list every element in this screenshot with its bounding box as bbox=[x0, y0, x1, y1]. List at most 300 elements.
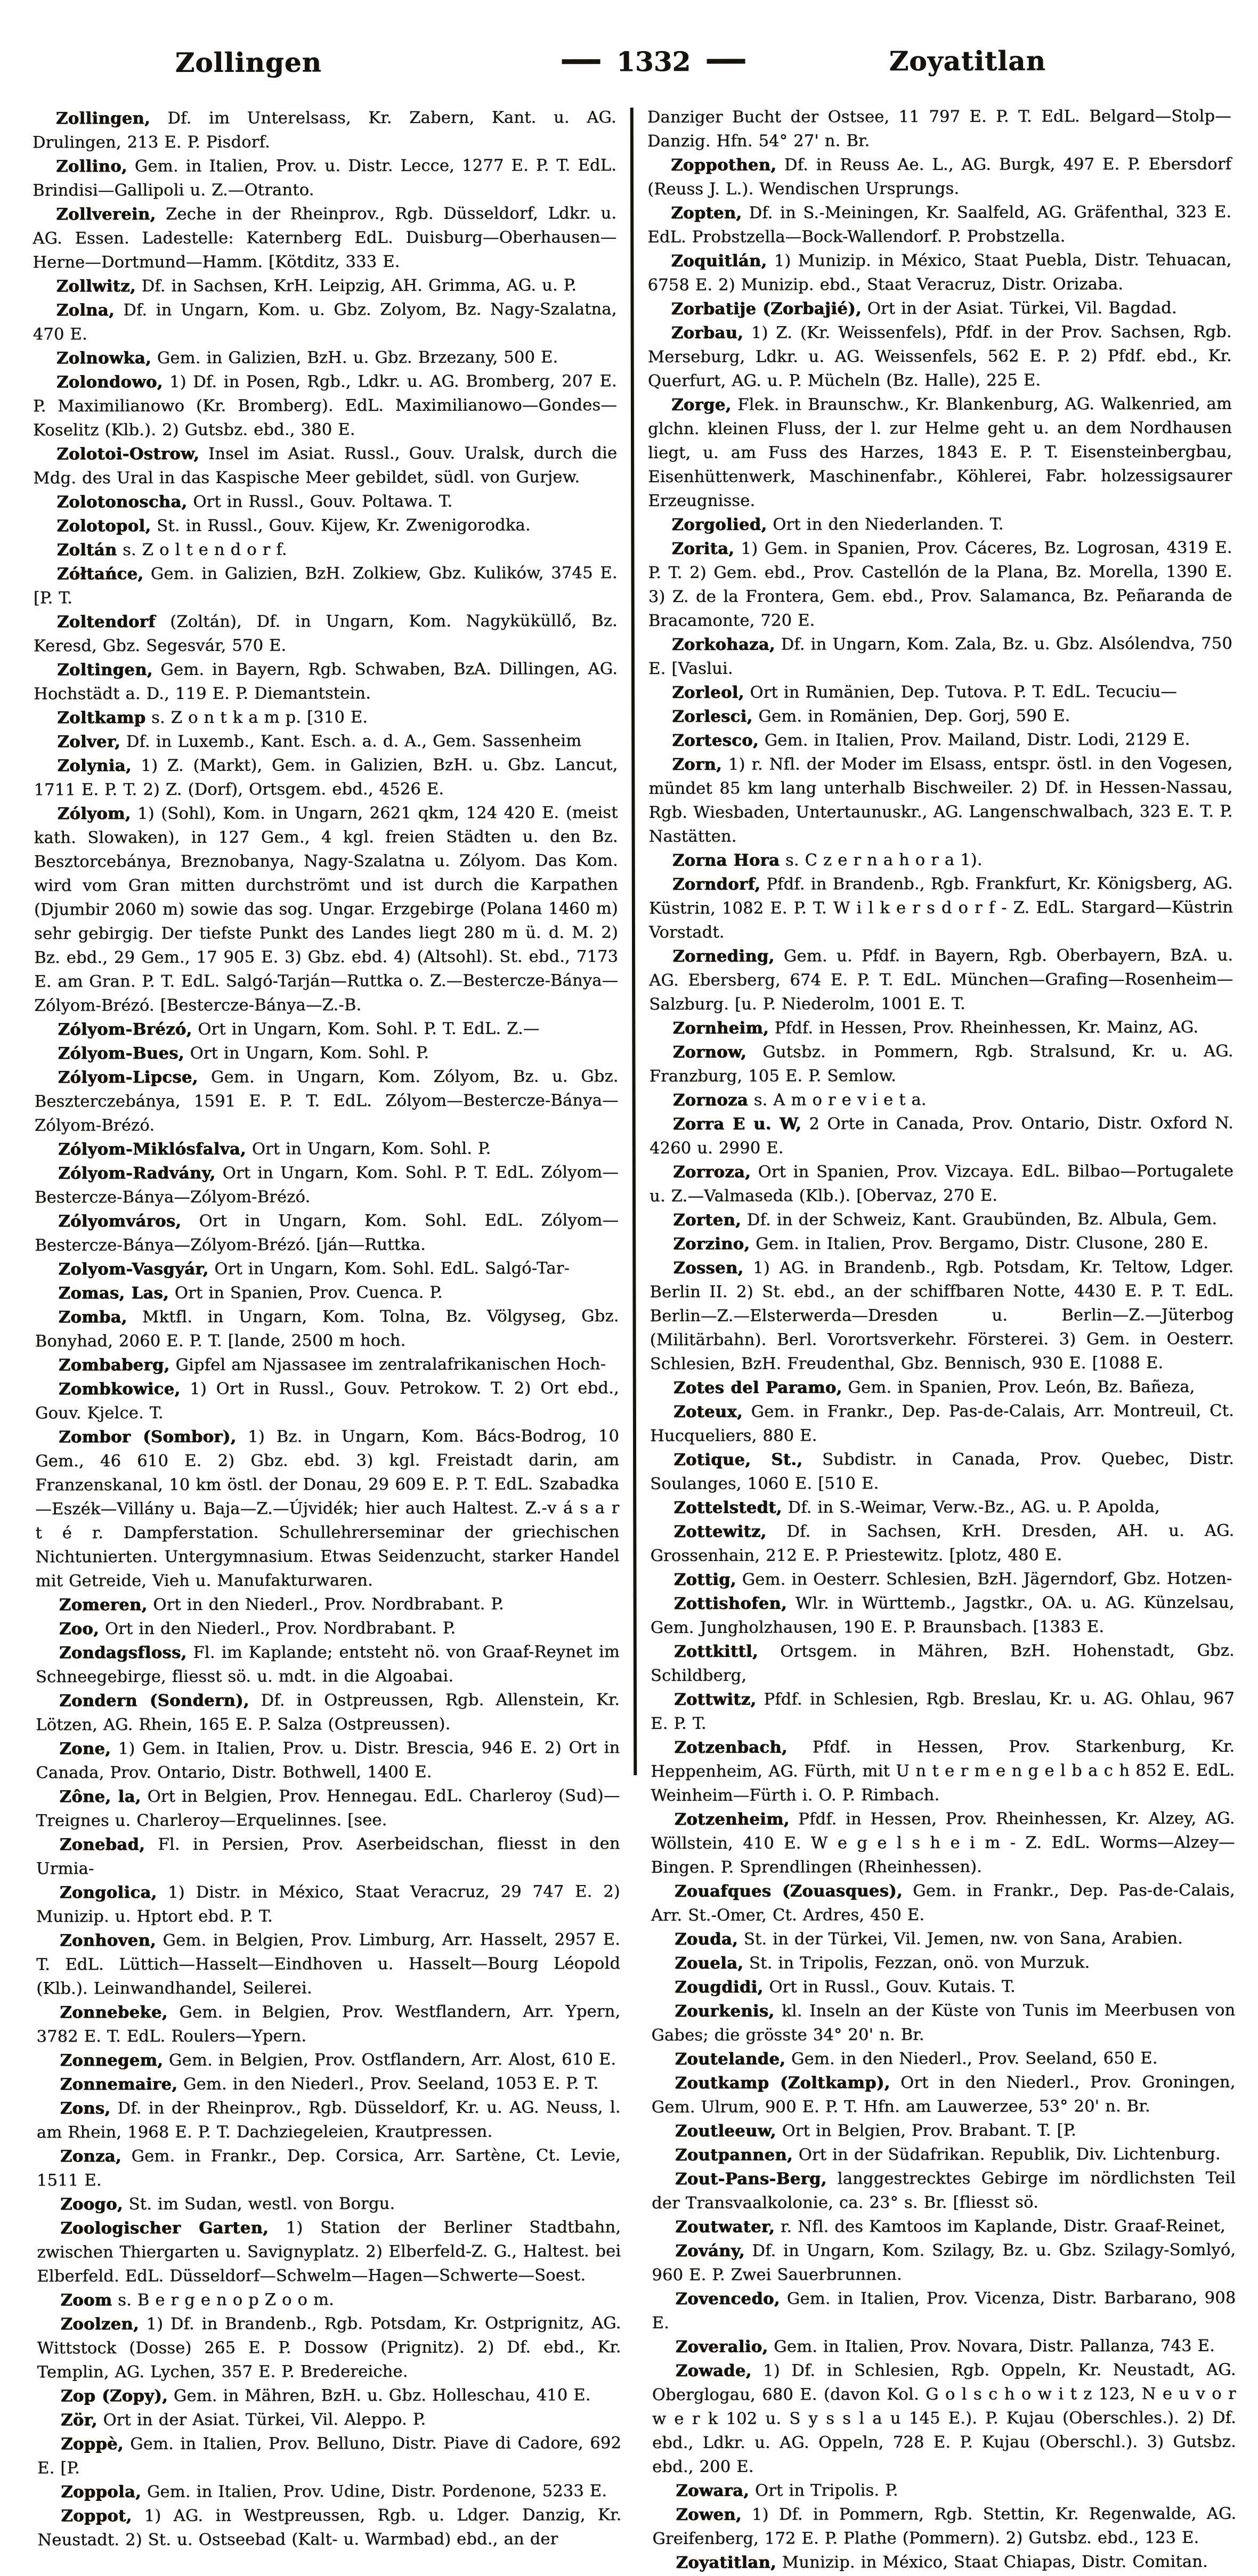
gazetteer-entry bbox=[647, 200, 1231, 249]
gazetteer-entry bbox=[647, 152, 1231, 201]
gazetteer-entry bbox=[650, 1447, 1234, 1496]
entry-headword: Zoo, bbox=[59, 1619, 99, 1638]
gazetteer-entry bbox=[648, 536, 1232, 633]
entry-text: Gem. in Italien, Prov. Vicenza, Distr. Barbarano, 908 E. bbox=[652, 2289, 1236, 2333]
entry-headword: Zottewitz, bbox=[673, 1522, 766, 1541]
gazetteer-entry bbox=[652, 2118, 1236, 2143]
entry-text: Df. in Luxemb., Kant. Esch. a. d. A., Gem. Sassenheim bbox=[120, 732, 581, 751]
gazetteer-entry bbox=[651, 1927, 1235, 1952]
gazetteer-entry bbox=[36, 1616, 620, 1641]
entry-headword: Zoom bbox=[60, 2290, 112, 2310]
entry-text: Gem. in Oesterr. Schlesien, BzH. Jägerndorf, Gbz. Hotzen- bbox=[736, 1570, 1232, 1589]
entry-headword: Zorlesci, bbox=[672, 707, 752, 726]
entry-headword: Zougdidi, bbox=[675, 1977, 763, 1996]
gazetteer-entry bbox=[652, 2238, 1236, 2287]
entry-text: Ort in Spanien, Prov. Cuenca. P. bbox=[169, 1283, 443, 1303]
entry-headword: Zollino, bbox=[56, 157, 127, 176]
entry-text: s. Z o l t e n d o r f. bbox=[117, 540, 287, 559]
entry-text: Ort in Belgien, Prov. Brabant. T. [P. bbox=[776, 2121, 1076, 2140]
gazetteer-entry bbox=[34, 705, 618, 730]
running-head-right-word: Zoyatitlan bbox=[889, 45, 1046, 77]
entry-text: Fl. im Kaplande; entsteht nö. von Graaf-Reynet im Schneegebirge, fliesst sö. u. mdt. in die Algoabai. bbox=[36, 1643, 620, 1686]
entry-headword: Zonnemaire, bbox=[60, 2075, 177, 2094]
gazetteer-entry bbox=[36, 1880, 620, 1929]
gazetteer-entry bbox=[37, 2383, 621, 2408]
entry-text: Gem. in Spanien, Prov. León, Bz. Bañeza, bbox=[842, 1378, 1195, 1397]
gazetteer-entry bbox=[651, 1879, 1235, 1928]
entry-headword: Zorroza, bbox=[673, 1163, 751, 1182]
gazetteer-entry bbox=[34, 1041, 618, 1066]
entry-headword: Zottwitz, bbox=[674, 1689, 756, 1709]
entry-headword: Zourkenis, bbox=[675, 2001, 774, 2020]
entry-headword: Zonhoven, bbox=[60, 1931, 156, 1950]
entry-text: Ort in den Niederl., Prov. Nordbrabant. P. bbox=[147, 1595, 504, 1614]
entry-headword: Zomas, Las, bbox=[58, 1283, 169, 1303]
entry-headword: Zorkohaza, bbox=[672, 635, 775, 654]
page-number: 1332 bbox=[616, 46, 691, 77]
entry-headword: Zottishofen, bbox=[674, 1594, 787, 1613]
entry-headword: Zollverein, bbox=[56, 205, 156, 224]
entry-headword: Zorleol, bbox=[672, 683, 744, 702]
gazetteer-entry bbox=[652, 2334, 1236, 2359]
entry-text: Df. in Sachsen, KrH. Dresden, AH. u. AG. Grossenhain, 212 E. P. Priestewitz. [plotz, 480 E. bbox=[650, 1522, 1234, 1565]
entry-headword: Zotzenbach, bbox=[674, 1737, 788, 1757]
entry-text: Gem. in Italien, Prov. u. Distr. Lecce, 1277 E. P. T. EdL. Brindisi—Gallipoli u. Z.—Otranto. bbox=[33, 156, 616, 200]
gazetteer-entry bbox=[37, 2431, 621, 2480]
gazetteer-entry bbox=[36, 1592, 620, 1617]
entry-text: Pfdf. in Brandenb., Rgb. Frankfurt, Kr. Königsberg, AG. Küstrin, 1082 E. P. T. W i l k e r s d o r f - Z. EdL. Stargard—Küstrin Vorstadt. bbox=[649, 874, 1233, 942]
entry-headword: Zovencedo, bbox=[675, 2289, 780, 2308]
gazetteer-entry bbox=[650, 1495, 1234, 1520]
entry-text: (Zoltán), Df. in Ungarn, Kom. Nagyküküllő, Bz. Keresd, Gbz. Segesvár, 570 E. bbox=[34, 612, 618, 655]
entry-text: kl. Inseln an der Küste von Tunis im Meerbusen von Gabes; die grösste 34° 20' n. Br. bbox=[651, 2001, 1235, 2045]
entry-text: Ort in Ungarn, Kom. Sohl. P. bbox=[184, 1044, 429, 1063]
entry-headword: Zorn, bbox=[672, 755, 722, 774]
gazetteer-entry bbox=[34, 753, 618, 802]
entry-text: Ort in Rumänien, Dep. Tutova. P. T. EdL. Tecuciu— bbox=[744, 682, 1177, 702]
entry-text: Ort in Tripolis. P. bbox=[749, 2481, 898, 2500]
entry-headword: Zottkittl, bbox=[674, 1642, 758, 1661]
entry-text: Ort in Russl., Gouv. Poltawa. T. bbox=[187, 492, 452, 511]
gazetteer-entry bbox=[647, 104, 1231, 153]
entry-text: Gutsbz. in Pommern, Rgb. Stralsund, Kr. u. AG. Franzburg, 105 E. P. Semlow. bbox=[650, 1042, 1233, 1086]
gazetteer-entry bbox=[652, 2358, 1236, 2479]
entry-headword: Zorge, bbox=[671, 395, 732, 415]
gazetteer-entry bbox=[650, 1111, 1233, 1160]
gazetteer-entry bbox=[648, 680, 1232, 705]
gazetteer-entry bbox=[652, 2478, 1236, 2503]
entry-text: Danziger Bucht der Ostsee, 11 797 E. P. T. EdL. Belgard—Stolp—Danzig. Hfn. 54° 27' n. Br. bbox=[647, 107, 1231, 151]
entry-headword: Zonnebeke, bbox=[60, 2003, 167, 2022]
entry-text: 1) Df. in Posen, Rgb., Ldkr. u. AG. Bromberg, 207 E. P. Maximilianowo (Kr. Bromberg). EdL. Maximilianowo—Gondes—Koselitz (Klb.). 2) Gutsbz. ebd., 380 E. bbox=[33, 372, 617, 440]
entry-headword: Zone, bbox=[59, 1739, 111, 1758]
entry-text: Gem. in Italien, Prov. Mailand, Distr. Lodi, 2129 E. bbox=[759, 730, 1190, 750]
entry-headword: Zongolica, bbox=[60, 1883, 157, 1902]
entry-headword: Zoutwater, bbox=[675, 2217, 775, 2236]
running-head-left-word: Zollingen bbox=[175, 46, 322, 78]
entry-headword: Zottelstedt, bbox=[673, 1498, 782, 1517]
entry-headword: Zoutleeuw, bbox=[675, 2121, 776, 2140]
gazetteer-entry bbox=[35, 1280, 619, 1305]
entry-headword: Zopten, bbox=[671, 204, 742, 223]
entry-headword: Zólyom-Radvány, bbox=[58, 1164, 215, 1183]
gazetteer-entry bbox=[652, 2166, 1236, 2215]
entry-headword: Zollingen, bbox=[56, 109, 150, 128]
entry-headword: Zomba, bbox=[58, 1307, 127, 1327]
entry-text: Ort in Ungarn, Kom. Sohl. EdL. Salgó-Tar- bbox=[208, 1259, 570, 1278]
gazetteer-entry bbox=[652, 2142, 1236, 2167]
entry-text: Gem. in Galizien, BzH. u. Gbz. Brzezany, 500 E. bbox=[151, 348, 558, 368]
gazetteer-entry bbox=[650, 1519, 1234, 1568]
entry-text: Ort in Ungarn, Kom. Sohl. P. T. EdL. Z.— bbox=[192, 1019, 539, 1038]
gazetteer-entry bbox=[650, 1375, 1234, 1400]
entry-text: Zeche in der Rheinprov., Rgb. Düsseldorf, Ldkr. u. AG. Essen. Ladestelle: Katernberg EdL. Duisburg—Oberhausen—Herne—Dortmund—Hamm. [Kötditz, 333 E. bbox=[33, 204, 616, 272]
entry-text: Df. im Unterelsass, Kr. Zabern, Kant. u. AG. Drulingen, 213 E. P. Pisdorf. bbox=[33, 108, 616, 152]
gazetteer-entry bbox=[650, 1231, 1233, 1256]
entry-headword: Zowade, bbox=[676, 2361, 752, 2380]
gazetteer-entry bbox=[36, 1784, 620, 1833]
entry-text: Df. in Reuss Ae. L., AG. Burgk, 497 E. P. Ebersdorf (Reuss J. L.). Wendischen Ursprungs. bbox=[647, 155, 1231, 199]
gazetteer-entry bbox=[36, 1736, 620, 1785]
entry-headword: Zólyomváros, bbox=[58, 1212, 181, 1231]
gazetteer-entry bbox=[648, 728, 1232, 753]
entry-headword: Zotes del Paramo, bbox=[673, 1378, 842, 1397]
entry-headword: Zoltingen, bbox=[57, 660, 153, 679]
header-rule-left bbox=[562, 59, 600, 64]
gazetteer-entry bbox=[651, 2070, 1235, 2119]
entry-text: Gem. in den Niederl., Prov. Seeland, 1053 E. P. T. bbox=[177, 2074, 598, 2094]
entry-text: Ort in den Niederl., Prov. Groningen, Gem. Ulrum, 900 E. P. T. Hfn. am Lauwerzee, 53° 20' n. Br. bbox=[652, 2073, 1236, 2117]
entry-headword: Zorbau, bbox=[671, 323, 743, 343]
gazetteer-entry bbox=[648, 512, 1232, 537]
gazetteer-entry bbox=[36, 1640, 620, 1689]
gazetteer-entry bbox=[651, 1807, 1235, 1880]
entry-headword: Zouda, bbox=[675, 1930, 738, 1949]
entry-text: Gem. in Italien, Prov. Bergamo, Distr. Clusone, 280 E. bbox=[750, 1234, 1208, 1254]
entry-text: Gem. in Italien, Prov. Udine, Distr. Pordenone, 5233 E. bbox=[141, 2482, 607, 2501]
entry-headword: Zoppè, bbox=[61, 2434, 124, 2453]
gazetteer-entry bbox=[651, 1951, 1235, 1976]
entry-headword: Zorbatije (Zorbajié), bbox=[671, 299, 862, 319]
entry-headword: Zons, bbox=[60, 2099, 111, 2118]
entry-text: Insel im Asiat. Russl., Gouv. Uralsk, durch die Mdg. des Ural in das Kaspische Meer gebildet, südl. von Gurjew. bbox=[33, 444, 617, 487]
entry-text: 1) Munizip. in México, Staat Puebla, Distr. Tehuacan, 6758 E. 2) Munizip. ebd., Staat Veracruz, Distr. Orizaba. bbox=[647, 251, 1231, 295]
entry-text: 2 Orte in Canada, Prov. Ontario, Distr. Oxford N. 4260 u. 2990 E. bbox=[650, 1114, 1233, 1158]
entry-text: St. in Tripolis, Fezzan, onö. von Murzuk. bbox=[743, 1953, 1090, 1972]
entry-headword: Zolondowo, bbox=[56, 372, 163, 392]
gazetteer-entry bbox=[35, 1376, 619, 1425]
entry-headword: Zorten, bbox=[673, 1210, 741, 1230]
gazetteer-entry bbox=[37, 2311, 621, 2384]
entry-headword: Zorzino, bbox=[673, 1234, 750, 1254]
gazetteer-entry bbox=[33, 513, 617, 538]
entry-text: 1) Station der Berliner Stadtbahn, zwischen Thiergarten u. Savignyplatz. 2) Elberfeld-Z. G., Haltest. bei Elberfeld. EdL. Düsseldorf—Schwelm—Hagen—Schwerte—Soest. bbox=[37, 2218, 621, 2286]
entry-text: Ort in Ungarn, Kom. Sohl. P. bbox=[246, 1140, 491, 1159]
entry-text: Gem. in Belgien, Prov. Ostflandern, Arr. Alost, 610 E. bbox=[163, 2050, 616, 2070]
gazetteer-entry bbox=[36, 2071, 620, 2096]
gazetteer-entry bbox=[37, 2191, 621, 2216]
entry-headword: Zoltendorf bbox=[57, 612, 156, 631]
gazetteer-entry bbox=[37, 2287, 621, 2312]
entry-text: Gem. in Belgien, Prov. Westflandern, Arr. Ypern, 3782 E. T. EdL. Roulers—Ypern. bbox=[36, 2002, 620, 2046]
gazetteer-entry bbox=[35, 1352, 619, 1377]
entry-text: Ort in der Südafrikan. Republik, Div. Lichtenburg. bbox=[793, 2145, 1221, 2165]
gazetteer-entry bbox=[650, 1255, 1233, 1376]
entry-text: Ort in Russl., Gouv. Kutais. T. bbox=[763, 1977, 1015, 1996]
entry-text: Flek. in Braunschw., Kr. Blankenburg, AG. Walkenried, am glchn. kleinen Fluss, der l. zur Helme geht u. an dem Nordhausen liegt, u. am Fuss des Harzes, 1843 E. P. T. Eisensteinbergbau, Eisenhüttenwerk, Maschinenfabr., Köhlerei, Fabr. holzessigsaurer Erzeugnisse. bbox=[648, 395, 1232, 510]
gazetteer-entry bbox=[33, 441, 617, 490]
entry-text: r. Nfl. des Kamtoos im Kaplande, Distr. Graaf-Reinet, bbox=[775, 2217, 1225, 2237]
entry-headword: Zouela, bbox=[675, 1954, 743, 1973]
entry-text: Gem. in Galizien, BzH. Zolkiew, Gbz. Kulików, 3745 E. [P. T. bbox=[34, 564, 618, 607]
entry-headword: Zoteux, bbox=[673, 1402, 743, 1421]
gazetteer-entry bbox=[651, 1591, 1235, 1640]
entry-headword: Zowara, bbox=[676, 2481, 749, 2500]
entry-headword: Zorita, bbox=[671, 539, 734, 558]
gazetteer-entry bbox=[34, 1017, 618, 1042]
gazetteer-entry bbox=[35, 1424, 620, 1593]
entry-headword: Zollwitz, bbox=[56, 277, 135, 296]
entry-text: Pfdf. in Hessen, Prov. Rheinhessen, Kr. Mainz, AG. bbox=[769, 1018, 1198, 1038]
entry-text: Df. in der Rheinprov., Rgb. Düsseldorf, Kr. u. AG. Neuss, l. am Rhein, 1968 E. P. T. Dachziegeleien, Krautpressen. bbox=[37, 2098, 621, 2142]
gazetteer-entry bbox=[649, 848, 1233, 873]
entry-headword: Zondagsfloss, bbox=[59, 1643, 187, 1663]
gazetteer-entry bbox=[34, 609, 618, 658]
gazetteer-entry bbox=[33, 369, 617, 442]
column-divider-rule bbox=[630, 108, 637, 1775]
entry-text: 1) Df. in Brandenb., Rgb. Potsdam, Kr. Ostprignitz, AG. Wittstock (Dosse) 265 E. P. Dossow (Prignitz). 2) Df. ebd., Kr. Templin, AG. Lychen, 357 E. P. Bredereiche. bbox=[37, 2314, 621, 2382]
gazetteer-entry bbox=[647, 296, 1231, 321]
entry-text: Munizip. in México, Staat Chiapas, Distr. Comitan. bbox=[776, 2553, 1208, 2572]
gazetteer-entry bbox=[36, 2047, 620, 2073]
gazetteer-entry bbox=[35, 1208, 619, 1257]
gazetteer-entry bbox=[35, 1160, 619, 1209]
entry-headword: Zossen, bbox=[673, 1258, 743, 1278]
entry-headword: Zoppola, bbox=[61, 2482, 141, 2501]
gazetteer-entry bbox=[36, 1928, 620, 2001]
gazetteer-entry bbox=[648, 632, 1232, 681]
entry-headword: Zólyom, bbox=[57, 804, 131, 823]
running-head-center bbox=[523, 45, 784, 77]
entry-headword: Zólyom-Miklósfalva, bbox=[58, 1140, 246, 1159]
entry-text: Gem. in Romänien, Dep. Gorj, 590 E. bbox=[752, 706, 1070, 726]
entry-text: 1) Bz. in Ungarn, Kom. Bács-Bodrog, 10 Gem., 46 610 E. 2) Gbz. ebd. 3) kgl. Freistadt darin, am Franzenskanal, 10 km östl. der Donau, 29 609 E. P. T. EdL. Szabadka—Eszék—Villány u. Baja—Z.—Újvidék; hier auch Haltest. Z.-v á s a r t é r. Dampferstation. Schullehrerseminar der griechischen Nichtunierten. Untergymnasium. Etwas Seidenzucht, starker Handel mit Getreide, Vieh u. Manufakturwaren. bbox=[35, 1427, 619, 1590]
entry-headword: Zoutpannen, bbox=[675, 2145, 793, 2164]
entry-headword: Zoltán bbox=[56, 540, 117, 559]
entry-text: Gem. in Frankr., Dep. Pas-de-Calais, Arr. Montreuil, Ct. Hucqueliers, 880 E. bbox=[650, 1402, 1234, 1445]
gazetteer-entry bbox=[33, 153, 616, 202]
text-column-right bbox=[647, 104, 1237, 2575]
entry-text: Gem. in den Niederl., Prov. Seeland, 650 E. bbox=[785, 2049, 1158, 2068]
entry-text: St. im Sudan, westl. von Borgu. bbox=[123, 2195, 395, 2214]
entry-text: Pfdf. in Hessen, Prov. Starkenburg, Kr. Heppenheim, AG. Fürth, mit U n t e r m e n g e l b a c h 852 E. EdL. Weinheim—Fürth i. O. P. Rimbach. bbox=[651, 1737, 1235, 1805]
gazetteer-entry bbox=[35, 1256, 619, 1281]
gazetteer-entry bbox=[652, 2550, 1236, 2575]
gazetteer-entry bbox=[34, 801, 618, 1018]
gazetteer-entry bbox=[37, 2143, 621, 2192]
gazetteer-entry bbox=[650, 1567, 1234, 1592]
gazetteer-entry bbox=[37, 2215, 621, 2288]
entry-headword: Zoyatitlan, bbox=[676, 2553, 776, 2572]
gazetteer-entry bbox=[649, 1015, 1233, 1041]
gazetteer-entry bbox=[652, 2286, 1236, 2335]
entry-headword: Zoogo, bbox=[60, 2195, 123, 2214]
gazetteer-entry bbox=[33, 489, 617, 514]
gazetteer-entry bbox=[33, 105, 616, 155]
entry-headword: Zombkowice, bbox=[59, 1379, 181, 1399]
entry-headword: Zowen, bbox=[676, 2505, 742, 2524]
gazetteer-entry bbox=[37, 2095, 621, 2144]
entry-headword: Zonza, bbox=[60, 2147, 121, 2166]
entry-text: Gem. in Belgien, Prov. Limburg, Arr. Hasselt, 2957 E. T. EdL. Lüttich—Hasselt—Eindhoven u. Hasselt—Bourg Léopold (Klb.). Leinwandhandel, Seilerei. bbox=[36, 1930, 620, 1998]
entry-text: 1) Ort in Russl., Gouv. Petrokow. T. 2) Ort ebd., Gouv. Kjelce. T. bbox=[35, 1379, 619, 1423]
gazetteer-entry bbox=[651, 1687, 1235, 1736]
gazetteer-entry bbox=[36, 1688, 620, 1737]
entry-text: Df. in der Schweiz, Kant. Graubünden, Bz. Albula, Gem. bbox=[741, 1210, 1217, 1230]
entry-text: Pfdf. in Schlesien, Rgb. Breslau, Kr. u. AG. Ohlau, 967 E. P. T. bbox=[651, 1689, 1235, 1733]
entry-headword: Zółtańce, bbox=[57, 564, 144, 583]
gazetteer-entry bbox=[648, 752, 1232, 849]
entry-text: Fl. in Persien, Prov. Aserbeidschan, fliesst in den Urmia- bbox=[36, 1834, 620, 1878]
entry-headword: Zolyom-Vasgyár, bbox=[58, 1259, 208, 1279]
entry-text: Ortsgem. in Mähren, BzH. Hohenstadt, Gbz. Schildberg, bbox=[651, 1642, 1235, 1685]
gazetteer-entry bbox=[34, 657, 618, 706]
gazetteer-entry bbox=[648, 704, 1232, 729]
entry-headword: Zorgolied, bbox=[671, 515, 767, 534]
gazetteer-entry bbox=[649, 944, 1233, 1017]
entry-text: Ort in den Niederl., Prov. Nordbrabant. P. bbox=[99, 1619, 456, 1638]
entry-headword: Zonebad, bbox=[60, 1835, 145, 1854]
entry-text: Ort in Ungarn, Kom. Sohl. EdL. Zólyom—Bestercze-Bánya—Zólyom-Brézó. [ján—Ruttka. bbox=[35, 1211, 619, 1255]
gazetteer-entry bbox=[651, 1998, 1235, 2047]
entry-text: St. in der Türkei, Vil. Jemen, nw. von Sana, Arabien. bbox=[738, 1929, 1183, 1949]
gazetteer-entry bbox=[647, 248, 1231, 297]
entry-text: Ort in Spanien, Prov. Vizcaya. EdL. Bilbao—Portugalete u. Z.—Valmaseda (Klb.). [Obervaz, 270 E. bbox=[650, 1162, 1233, 1206]
gazetteer-entry bbox=[651, 1639, 1235, 1688]
gazetteer-entry bbox=[650, 1399, 1234, 1448]
entry-text: 1) Z. (Kr. Weissenfels), Pfdf. in der Prov. Sachsen, Rgb. Merseburg, Ldkr. u. AG. Weissenfels, 562 E. P. 2) Pfdf. ebd., Kr. Querfurt, AG. u. P. Mücheln (Bz. Halle), 225 E. bbox=[648, 323, 1232, 391]
entry-headword: Zolna, bbox=[56, 300, 115, 320]
entry-text: Ort in der Asiat. Türkei, Vil. Aleppo. P. bbox=[97, 2410, 426, 2429]
entry-text: s. A m o r e v i e t a. bbox=[748, 1091, 927, 1110]
entry-headword: Zornow, bbox=[672, 1043, 746, 1062]
gazetteer-entry bbox=[33, 345, 617, 370]
gazetteer-entry bbox=[649, 872, 1233, 945]
entry-headword: Zoutkamp (Zoltkamp), bbox=[675, 2073, 890, 2093]
entry-headword: Zoutelande, bbox=[675, 2049, 785, 2068]
gazetteer-entry bbox=[648, 392, 1232, 513]
entry-text: Df. in Ostpreussen, Rgb. Allenstein, Kr. Lötzen, AG. Rhein, 165 E. P. Salza (Ostpreussen). bbox=[36, 1691, 620, 1734]
entry-headword: Zorra E u. W, bbox=[673, 1114, 801, 1134]
gazetteer-entry bbox=[35, 1304, 619, 1353]
entry-headword: Zoltkamp bbox=[57, 708, 145, 727]
entry-text: Gem. in Ungarn, Kom. Zólyom, Bz. u. Gbz. Beszterczebánya, 1591 E. P. T. EdL. Zólyom—Bestercze-Bánya—Zólyom-Brézó. bbox=[35, 1067, 619, 1135]
entry-text: Subdistr. in Canada, Prov. Quebec, Distr. Soulanges, 1060 E. [510 E. bbox=[650, 1450, 1234, 1493]
entry-text: Ort in den Niederlanden. T. bbox=[767, 515, 1003, 534]
entry-headword: Zoolzen, bbox=[60, 2314, 139, 2334]
entry-headword: Zolotopol, bbox=[56, 516, 151, 535]
gazetteer-entry bbox=[35, 1136, 619, 1161]
entry-text: Df. in S.-Meiningen, Kr. Saalfeld, AG. Gräfenthal, 323 E. EdL. Probstzella—Bock-Wallendorf. P. Probstzella. bbox=[647, 203, 1231, 247]
entry-text: 1) Z. (Markt), Gem. in Galizien, BzH. u. Gbz. Lancut, 1711 E. P. T. 2) Z. (Dorf), Ortsgem. ebd., 4526 E. bbox=[34, 755, 618, 799]
gazetteer-entry bbox=[37, 2503, 621, 2552]
gazetteer-entry bbox=[651, 2046, 1235, 2071]
entry-headword: Zólyom-Bues, bbox=[58, 1044, 184, 1063]
entry-headword: Zomeren, bbox=[59, 1595, 148, 1614]
entry-text: 1) Gem. in Spanien, Prov. Cáceres, Bz. Logrosan, 4319 E. P. T. 2) Gem. ebd., Prov. Castellón de la Plana, Bz. Morella, 1390 E. 3) Z. de la Frontera, Gem. ebd., Prov. Salamanca, Bz. Peñaranda de Bracamonte, 720 E. bbox=[648, 539, 1232, 630]
entry-text: Ort in Ungarn, Kom. Sohl. P. T. EdL. Zólyom—Bestercze-Bánya—Zólyom-Brézó. bbox=[35, 1163, 619, 1207]
entry-headword: Zoologischer Garten, bbox=[60, 2218, 269, 2238]
gazetteer-entry bbox=[652, 2214, 1236, 2239]
gazetteer-entry bbox=[33, 201, 616, 274]
gazetteer-entry bbox=[650, 1207, 1233, 1232]
entry-text: Wlr. in Württemb., Jagstkr., OA. u. AG. Künzelsau, Gem. Jungholzhausen, 190 E. P. Braunsbach. [1383 E. bbox=[651, 1594, 1235, 1637]
gazetteer-entry bbox=[36, 1832, 620, 1881]
entry-text: 1) Df. in Pommern, Rgb. Stettin, Kr. Regenwalde, AG. Greifenberg, 172 E. P. Plathe (Pommern). 2) Gutsbz. ebd., 123 E. bbox=[652, 2505, 1236, 2548]
gazetteer-entry bbox=[652, 2502, 1236, 2551]
entry-text: St. in Russl., Gouv. Kijew, Kr. Zwenigorodka. bbox=[151, 516, 531, 535]
entry-headword: Zop (Zopy), bbox=[61, 2386, 168, 2406]
gazetteer-entry bbox=[650, 1087, 1233, 1112]
entry-text: 1) Df. in Schlesien, Rgb. Oppeln, Kr. Neustadt, AG. Oberglogau, 680 E. (davon Kol. G o l s c h o w i t z 123, N e u v o r w e r k 102 u. S y s s l a u 145 E.). P. Kujau (Oberschles.). 2) Df. ebd., Ldkr. u. AG. Oppeln, 728 E. P. Kujau (Oberschl.). 3) Gutsbz. ebd., 200 E. bbox=[652, 2361, 1236, 2476]
entry-headword: Zotzenheim, bbox=[674, 1809, 789, 1829]
entry-text: Df. in Ungarn, Kom. Szilagy, Bz. u. Gbz. Szilagy-Somlyó, 960 E. P. Zwei Sauerbrunnen. bbox=[652, 2241, 1236, 2285]
entry-text: Gipfel am Njassasee im zentralafrikanischen Hoch- bbox=[169, 1355, 606, 1375]
entry-text: 1) (Sohl), Kom. in Ungarn, 2621 qkm, 124 420 E. (meist kath. Slowaken), in 127 Gem., 4 kgl. freien Städten u. den Bz. Besztorcebánya, Breznobanya, Nagy-Szalatna u. Zólyom. Das Kom. wird vom Gran mitten durchströmt und ist durch die Karpathen (Djumbir 2060 m) sowie das sog. Ungar. Erzgebirge (Polana 1460 m) sehr gebirgig. Der tiefste Punkt des Landes liegt 280 m ü. d. M. 2) Bz. ebd., 29 Gem., 17 905 E. 3) Gbz. ebd. 4) (Altsohl). St. ebd., 7173 E. am Gran. P. T. EdL. Salgó-Tarján—Ruttka o. Z.—Bestercze-Bánya—Zólyom-Brézó. [Bestercze-Bánya—Z.-B. bbox=[34, 803, 619, 1015]
entry-headword: Zólyom-Brézó, bbox=[58, 1020, 192, 1039]
entry-headword: Zorneding, bbox=[672, 946, 774, 965]
entry-headword: Zolotoi-Ostrow, bbox=[56, 444, 199, 464]
entry-text: Df. in Sachsen, KrH. Leipzig, AH. Grimma, AG. u. P. bbox=[136, 276, 577, 296]
text-column-left bbox=[33, 105, 622, 2552]
gazetteer-entry bbox=[650, 1159, 1233, 1208]
entry-text: 1) Distr. in México, Staat Veracruz, 29 747 E. 2) Munizip. u. Hptort ebd. P. T. bbox=[36, 1882, 620, 1926]
gazetteer-entry bbox=[651, 1974, 1235, 2000]
entry-headword: Zovány, bbox=[675, 2241, 745, 2261]
entry-text: Gem. in Frankr., Dep. Pas-de-Calais, Arr. St.-Omer, Ct. Ardres, 450 E. bbox=[651, 1881, 1235, 1925]
gazetteer-entry bbox=[33, 273, 616, 298]
entry-headword: Zombor (Sombor), bbox=[59, 1427, 236, 1447]
entry-headword: Zottig, bbox=[673, 1570, 736, 1589]
entry-headword: Zotique, St., bbox=[673, 1450, 802, 1469]
gazetteer-entry bbox=[36, 2000, 620, 2049]
entry-text: Df. in Ungarn, Kom. u. Gbz. Zolyom, Bz. Nagy-Szalatna, 470 E. bbox=[33, 300, 617, 344]
gazetteer-entry bbox=[648, 320, 1232, 393]
entry-text: Gem. in Mähren, BzH. u. Gbz. Holleschau, 410 E. bbox=[168, 2386, 591, 2406]
gazetteer-entry bbox=[34, 561, 618, 610]
entry-text: Df. in S.-Weimar, Verw.-Bz., AG. u. P. Apolda, bbox=[782, 1498, 1159, 1517]
entry-headword: Zombaberg, bbox=[59, 1355, 170, 1375]
gazetteer-entry bbox=[37, 2479, 621, 2504]
entry-text: Gem. u. Pfdf. in Bayern, Rgb. Oberbayern, BzA. u. AG. Ebersberg, 674 E. P. T. EdL. München—Grafing—Rosenheim—Salzburg. [u. P. Niederolm, 1001 E. T. bbox=[649, 946, 1233, 1014]
entry-text: Ort in Belgien, Prov. Hennegau. EdL. Charleroy (Sud)—Treignes u. Charleroy—Erquelinnes. [see. bbox=[36, 1786, 620, 1830]
entry-headword: Zorndorf, bbox=[672, 874, 760, 893]
entry-headword: Zolnowka, bbox=[56, 348, 151, 368]
entry-text: 1) r. Nfl. der Moder im Elsass, entspr. östl. in den Vogesen, mündet 85 km lang unterhalb Bischweiler. 2) Df. in Hessen-Nassau, Rgb. Wiesbaden, Untertaunuskr., AG. Langenschwalbach, 323 E. T. P. Nastätten. bbox=[648, 754, 1232, 846]
entry-text: langgestrecktes Gebirge im nördlichsten Teil der Transvaalkolonie, ca. 23° s. Br. [fliesst sö. bbox=[652, 2169, 1236, 2213]
entry-headword: Zout-Pans-Berg, bbox=[675, 2169, 827, 2189]
entry-text: 1) AG. in Brandenb., Rgb. Potsdam, Kr. Teltow, Ldger. Berlin II. 2) St. ebd., an der schiffbaren Notte, 4430 E. P. T. EdL. Berlin—Z.—Elsterwerda—Dresden u. Berlin—Z.—Jüterbog (Militärbahn). Berl. Vorortsverkehr. Försterei. 3) Gem. in Oesterr. Schlesien, BzH. Freudenthal, Gbz. Bennisch, 930 E. [1088 E. bbox=[650, 1258, 1233, 1374]
entry-text: 1) AG. in Westpreussen, Rgb. u. Ldger. Danzig, Kr. Neustadt. 2) St. u. Ostseebad (Kalt- u. Warmbad) ebd., an der bbox=[37, 2506, 621, 2549]
entry-text: Gem. in Italien, Prov. Belluno, Distr. Piave di Cadore, 692 E. [P. bbox=[37, 2434, 621, 2477]
entry-text: Ort in der Asiat. Türkei, Vil. Bagdad. bbox=[862, 299, 1177, 318]
entry-text: s. C z e r n a h o r a 1). bbox=[780, 851, 983, 870]
gazetteer-entry bbox=[33, 297, 616, 346]
gazetteer-entry bbox=[37, 2407, 621, 2432]
entry-headword: Zoveralio, bbox=[676, 2337, 768, 2356]
header-rule-right bbox=[707, 59, 745, 63]
gazetteer-entry bbox=[33, 537, 617, 562]
